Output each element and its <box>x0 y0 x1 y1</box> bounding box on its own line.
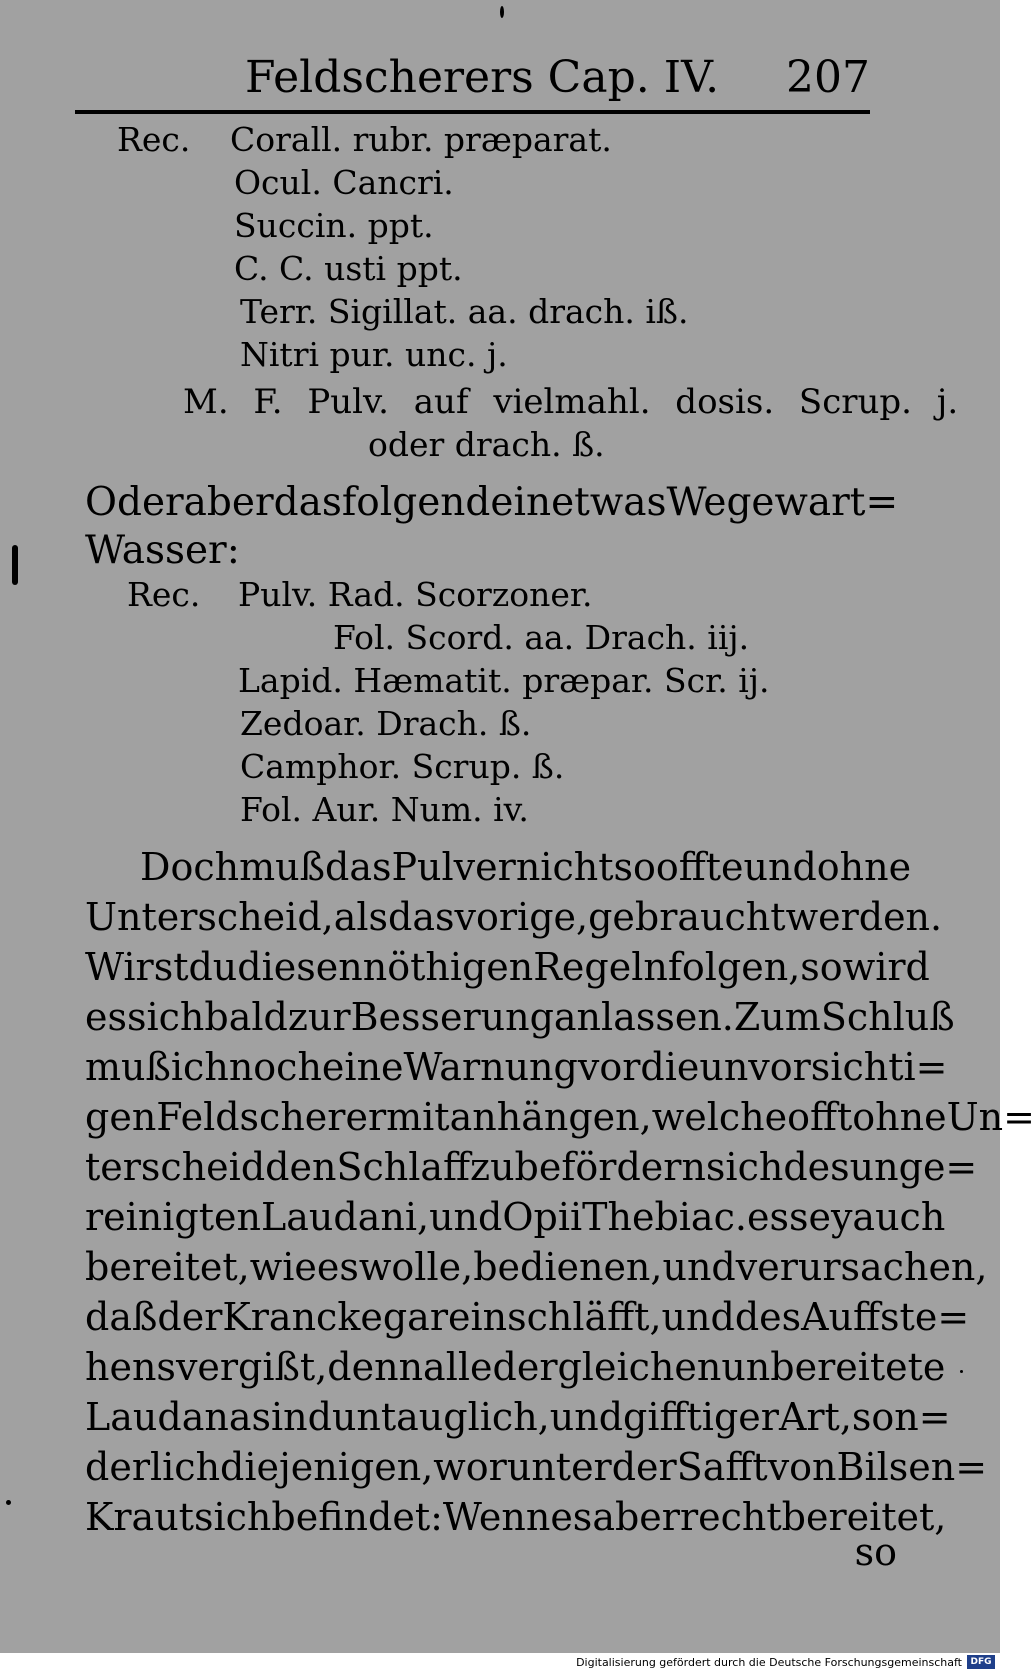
word: alle <box>423 1345 493 1389</box>
word: Wenn <box>442 1495 551 1539</box>
intro-line: Wasser: <box>85 528 240 573</box>
word: diejenigen, <box>220 1445 434 1489</box>
word: Wirst <box>85 945 189 989</box>
word: Schluß <box>820 995 955 1039</box>
word: sind <box>251 1395 332 1439</box>
recipe-line: C. C. usti ppt. <box>234 249 463 288</box>
recipe-line: Ocul. Cancri. <box>234 163 454 202</box>
recipe-line: Fol. Aur. Num. iv. <box>240 790 529 829</box>
paragraph-line <box>85 1195 946 1239</box>
word: zu <box>470 1145 515 1189</box>
word: als <box>333 895 389 939</box>
scan-speck <box>500 6 504 18</box>
word: gen <box>85 1095 157 1139</box>
word: das <box>388 895 455 939</box>
word: unge= <box>849 1145 978 1189</box>
word: offte <box>655 845 744 889</box>
word: muß <box>85 1045 171 1089</box>
word: es <box>85 995 127 1039</box>
word: Kraut <box>85 1495 194 1539</box>
word: mit <box>386 1095 450 1139</box>
word: terscheid <box>85 1145 266 1189</box>
word: Safft <box>676 1445 768 1489</box>
recipe-line: Lapid. Hæmatit. præpar. Scr. ij. <box>238 661 770 700</box>
catchword: so <box>854 1530 897 1574</box>
word: dergleichen <box>492 1345 722 1389</box>
word: und <box>429 1195 503 1239</box>
word: Laudana <box>85 1395 252 1439</box>
word: son= <box>851 1395 951 1439</box>
word: Opii <box>502 1195 583 1239</box>
word: sich <box>705 1145 784 1189</box>
paragraph-line <box>140 845 912 889</box>
recipe-label: Rec. <box>117 120 191 159</box>
word: befördern <box>514 1145 706 1189</box>
word: anhängen, <box>449 1095 652 1139</box>
paragraph-line <box>85 1045 948 1089</box>
footer-credit: Digitalisierung gefördert durch die Deutsche Forschungsgemeinschaft <box>576 1656 962 1669</box>
word: ohne <box>816 845 912 889</box>
page-header <box>75 52 870 107</box>
page-number: 207 <box>786 52 870 103</box>
word: Schlaff <box>336 1145 471 1189</box>
word: denn <box>327 1345 424 1389</box>
word: Krancke <box>222 1295 383 1339</box>
paragraph-line <box>85 1395 951 1439</box>
paragraph-line <box>85 1295 970 1339</box>
word: und <box>661 1295 735 1339</box>
word: Zum <box>733 995 821 1039</box>
word: verursachen, <box>735 1245 988 1289</box>
word: zur <box>287 995 351 1039</box>
word: Unterscheid, <box>85 895 334 939</box>
word: des <box>783 1145 850 1189</box>
word: es <box>316 1245 359 1289</box>
recipe-line: Camphor. Scrup. ß. <box>240 747 565 786</box>
dfg-logo: DFG <box>967 1655 995 1669</box>
word: hens <box>85 1345 176 1389</box>
recipe-label: Rec. <box>127 575 201 614</box>
word: so <box>613 845 656 889</box>
running-title: Feldscherers Cap. IV. <box>245 52 720 103</box>
word: es <box>550 1495 593 1539</box>
word: Feldscherer <box>156 1095 387 1139</box>
paragraph-line <box>85 1345 946 1389</box>
word: folgen, <box>667 945 801 989</box>
word: der <box>611 1445 677 1489</box>
paragraph-line <box>85 995 955 1039</box>
word: bedienen, <box>473 1245 663 1289</box>
word: offt <box>787 1095 853 1139</box>
word: ich <box>170 1045 229 1089</box>
scan-speck <box>960 1370 963 1373</box>
header-rule <box>75 110 870 114</box>
paragraph-line <box>85 1245 988 1289</box>
word: vergißt, <box>175 1345 328 1389</box>
paragraph-line <box>85 1445 988 1489</box>
word: sich <box>127 995 205 1039</box>
word: anlassen. <box>553 995 734 1039</box>
word: Pulver <box>391 845 516 889</box>
paragraph-line <box>85 1095 1035 1139</box>
word: und <box>743 845 817 889</box>
word: vor <box>577 1045 641 1089</box>
paragraph-line <box>85 895 943 939</box>
word: die <box>640 1045 700 1089</box>
word: das <box>325 845 392 889</box>
scan-speck <box>12 545 18 585</box>
word: reinigten <box>85 1195 261 1239</box>
recipe-line: Terr. Sigillat. aa. drach. iß. <box>240 292 689 331</box>
recipe-line: Zedoar. Drach. ß. <box>240 704 532 743</box>
word: gebraucht <box>588 895 786 939</box>
word: der <box>157 1295 223 1339</box>
word: das <box>273 480 342 525</box>
word: auch <box>852 1195 946 1239</box>
word: Thebiac. <box>582 1195 747 1239</box>
word: noch <box>228 1045 322 1089</box>
word: einschläfft, <box>448 1295 662 1339</box>
word: vorige, <box>454 895 589 939</box>
word: bald <box>204 995 288 1039</box>
word: wird <box>842 945 930 989</box>
recipe-line: Succin. ppt. <box>234 206 434 245</box>
word: wie <box>249 1245 317 1289</box>
word: so <box>800 945 843 989</box>
word: unvorsichti= <box>699 1045 948 1089</box>
recipe-line: oder drach. ß. <box>368 425 605 464</box>
word: worunter <box>433 1445 612 1489</box>
recipe-line: Fol. Scord. aa. Drach. iij. <box>333 618 750 657</box>
word: diesen <box>237 945 363 989</box>
word: daß <box>85 1295 158 1339</box>
word: sich <box>193 1495 272 1539</box>
word: Regeln <box>533 945 668 989</box>
word: muß <box>239 845 325 889</box>
word: nicht <box>515 845 614 889</box>
word: ohne <box>852 1095 947 1139</box>
word: es <box>746 1195 789 1239</box>
word: Warnung <box>403 1045 578 1089</box>
word: Bilsen= <box>836 1445 988 1489</box>
recipe-line: Nitri pur. unc. j. <box>240 335 508 374</box>
word: in <box>513 480 552 525</box>
word: gar <box>382 1295 448 1339</box>
paragraph-line <box>85 945 930 989</box>
word: gifftiger <box>623 1395 779 1439</box>
word: bereitet, <box>781 1495 947 1539</box>
word: welche <box>651 1095 788 1139</box>
word: des <box>734 1295 802 1339</box>
word: bereitet, <box>85 1245 250 1289</box>
word: du <box>188 945 238 989</box>
word: folgende <box>341 480 514 525</box>
scan-speck <box>6 1500 11 1505</box>
word: unbereitete <box>721 1345 946 1389</box>
word: werden. <box>785 895 943 939</box>
word: Auffste= <box>801 1295 970 1339</box>
recipe-line: M. F. Pulv. auf vielmahl. dosis. Scrup. j. <box>183 382 959 422</box>
word: sey <box>788 1195 853 1239</box>
word: Doch <box>140 845 240 889</box>
paragraph-line <box>85 1495 947 1539</box>
word: etwas <box>551 480 667 525</box>
word: recht <box>679 1495 782 1539</box>
word: derlich <box>85 1445 221 1489</box>
word: Laudani, <box>261 1195 430 1239</box>
word: und <box>662 1245 736 1289</box>
word: wolle, <box>358 1245 474 1289</box>
word: aber <box>183 480 274 525</box>
word: Art, <box>778 1395 852 1439</box>
word: von <box>767 1445 837 1489</box>
word: den <box>265 1145 337 1189</box>
word: Wegewart= <box>666 480 899 525</box>
word: Un= <box>946 1095 1035 1139</box>
word: befindet: <box>271 1495 443 1539</box>
intro-line <box>85 480 899 525</box>
word: untauglich, <box>331 1395 550 1439</box>
word: eine <box>321 1045 404 1089</box>
word: nöthigen <box>362 945 534 989</box>
word: aber <box>592 1495 680 1539</box>
word: Besserung <box>350 995 554 1039</box>
recipe-line: Pulv. Rad. Scorzoner. <box>238 575 593 614</box>
paragraph-line <box>85 1145 978 1189</box>
recipe-line: Corall. rubr. præparat. <box>230 120 612 159</box>
word: Oder <box>85 480 184 525</box>
word: und <box>549 1395 624 1439</box>
